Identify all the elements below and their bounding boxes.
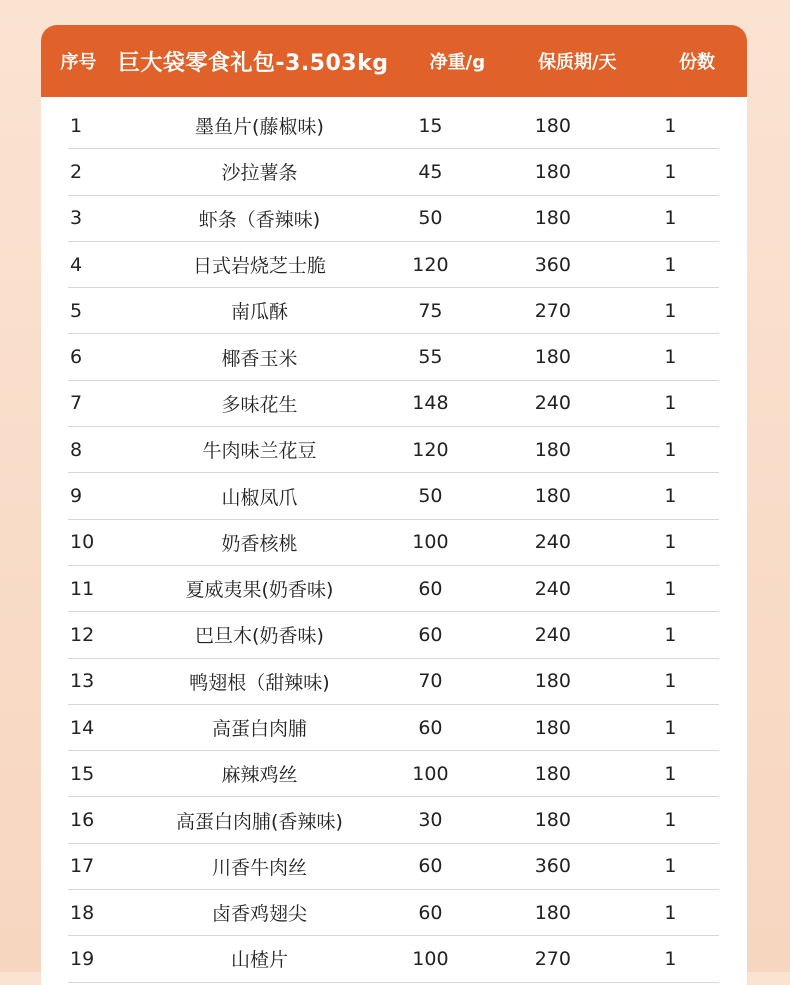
row-shelf-life: 240 [534,623,571,646]
header-name: 巨大袋零食礼包-3.503kg [117,50,389,76]
row-weight: 60 [418,623,443,646]
table-row [68,844,719,890]
row-weight: 50 [418,485,443,508]
row-weight: 70 [418,670,443,693]
table-row [68,705,719,751]
row-name: 墨鱼片(藤椒味) [195,116,324,139]
table-body [41,103,747,983]
row-number: 14 [70,716,95,739]
row-weight: 50 [418,207,443,230]
row-name: 高蛋白肉脯 [211,718,307,740]
row-name: 巴旦木(奶香味) [195,625,324,648]
table-row [68,149,719,195]
row-count: 1 [664,531,677,554]
row-number: 13 [70,670,95,693]
row-name: 虾条（香辣味) [198,208,321,231]
row-name: 卤香鸡翅尖 [211,903,307,926]
row-name: 麻辣鸡丝 [221,764,298,787]
row-number: 19 [70,947,95,970]
table-row [68,334,719,380]
row-number: 10 [70,531,95,554]
row-weight: 30 [418,809,443,832]
row-shelf-life: 360 [534,253,571,276]
row-weight: 100 [412,531,449,554]
row-count: 1 [664,485,677,508]
table-row [68,936,719,982]
table-row [68,751,719,797]
table-row [68,242,719,288]
row-number: 11 [70,577,95,600]
row-shelf-life: 180 [534,160,571,183]
row-weight: 60 [418,855,443,878]
row-weight: 60 [418,577,443,600]
row-weight: 100 [412,947,449,970]
row-shelf-life: 180 [534,762,571,785]
row-count: 1 [664,253,677,276]
row-number: 17 [70,855,95,878]
row-count: 1 [664,855,677,878]
row-name: 牛肉味兰花豆 [202,440,317,463]
row-name: 山楂片 [230,949,288,972]
row-weight: 45 [418,160,443,183]
row-weight: 75 [418,299,443,322]
row-number: 18 [70,901,95,924]
header-count: 份数 [679,52,716,73]
row-shelf-life: 180 [534,716,571,739]
row-count: 1 [664,392,677,415]
table-row [68,103,719,149]
row-count: 1 [664,577,677,600]
row-name: 南瓜酥 [230,301,288,324]
row-name: 椰香玉米 [221,347,298,370]
row-weight: 60 [418,901,443,924]
row-name: 鸭翅根（甜辣味) [189,671,330,694]
row-number: 6 [70,346,83,369]
table-row [68,890,719,936]
row-count: 1 [664,160,677,183]
row-weight: 55 [418,346,443,369]
row-name: 夏威夷果(奶香味) [185,579,334,602]
row-name: 日式岩烧芝士脆 [192,255,326,278]
header-number: 序号 [60,52,97,73]
row-shelf-life: 270 [534,299,571,322]
table-header [41,25,747,97]
row-shelf-life: 180 [534,485,571,508]
row-shelf-life: 180 [534,207,571,230]
table-row [68,612,719,658]
row-name: 多味花生 [221,393,298,416]
row-count: 1 [664,114,677,137]
snack-table-card [41,25,747,985]
row-count: 1 [664,947,677,970]
row-shelf-life: 180 [534,809,571,832]
table-row [68,659,719,705]
header-shelf-life: 保质期/天 [537,52,617,73]
row-number: 9 [70,485,83,508]
row-weight: 15 [418,114,443,137]
row-shelf-life: 180 [534,346,571,369]
row-weight: 60 [418,716,443,739]
table-row [68,427,719,473]
table-row [68,288,719,334]
row-name: 奶香核桃 [221,532,298,555]
row-shelf-life: 360 [534,855,571,878]
row-weight: 120 [412,438,449,461]
row-name: 沙拉薯条 [221,162,298,185]
row-number: 7 [70,392,83,415]
row-number: 8 [70,438,83,461]
row-weight: 120 [412,253,449,276]
row-count: 1 [664,809,677,832]
row-number: 3 [70,207,83,230]
row-shelf-life: 270 [534,947,571,970]
header-weight: 净重/g [429,52,486,73]
table-row [68,797,719,843]
row-number: 15 [70,762,95,785]
row-weight: 148 [412,392,449,415]
row-shelf-life: 240 [534,392,571,415]
row-number: 5 [70,299,83,322]
row-count: 1 [664,207,677,230]
row-shelf-life: 180 [534,901,571,924]
row-count: 1 [664,716,677,739]
row-number: 2 [70,160,83,183]
table-row [68,196,719,242]
row-shelf-life: 240 [534,577,571,600]
row-count: 1 [664,623,677,646]
table-row [68,520,719,566]
row-shelf-life: 240 [534,531,571,554]
table-row [68,566,719,612]
row-count: 1 [664,299,677,322]
table-row [68,473,719,519]
row-shelf-life: 180 [534,114,571,137]
row-count: 1 [664,762,677,785]
row-number: 4 [70,253,83,276]
row-weight: 100 [412,762,449,785]
row-number: 16 [70,809,95,832]
row-shelf-life: 180 [534,438,571,461]
row-shelf-life: 180 [534,670,571,693]
row-number: 12 [70,623,95,646]
row-count: 1 [664,346,677,369]
row-name: 川香牛肉丝 [211,856,307,879]
row-count: 1 [664,438,677,461]
row-number: 1 [70,114,83,137]
row-count: 1 [664,670,677,693]
row-count: 1 [664,901,677,924]
row-name: 高蛋白肉脯(香辣味) [176,810,343,833]
row-name: 山椒凤爪 [221,486,298,509]
table-row [68,381,719,427]
